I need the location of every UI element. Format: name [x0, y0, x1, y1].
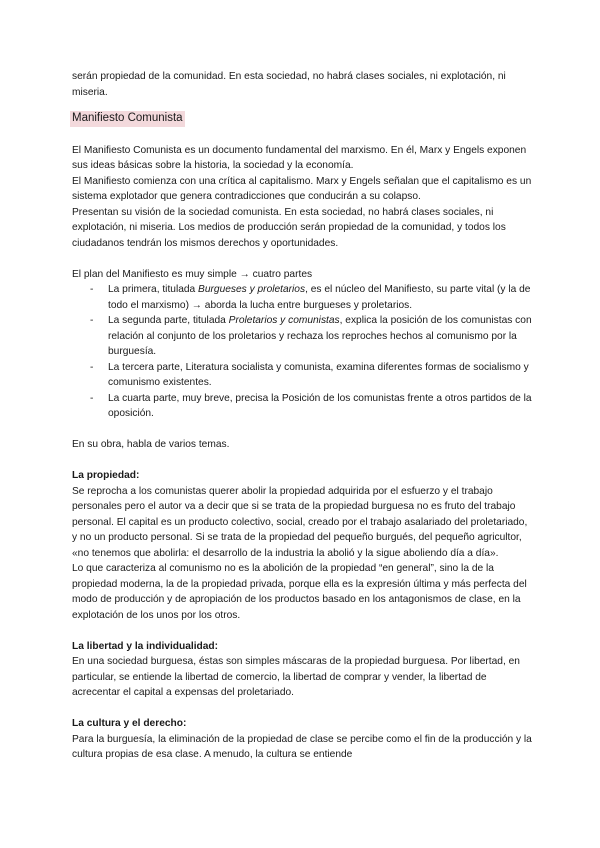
plan-intro: El plan del Manifiesto es muy simple → cuatro partes	[72, 268, 313, 280]
body-paragraph: Presentan su visión de la sociedad comunista. En esta sociedad, no habrá clases sociales, ni explotación, ni miseria. Los medios de producción serán propiedad de la comunidad, y todos los ciudadanos tendrán los mismos derechos y oportunidades.	[72, 206, 506, 249]
list-item: - La tercera parte, Literatura socialista y comunista, examina diferentes formas de socialismo y comunismo existentes.	[72, 360, 532, 391]
topic-paragraph: Lo que caracteriza al comunismo no es la abolición de la propiedad “en general”, sino la de la propiedad moderna, la de la propiedad privada, porque ella es la expresión última y más perfecta del modo de producción y de apropiación de los productos basado en los antagonismos de clase, en la explotación de los unos por los otros.	[72, 563, 527, 621]
themes-intro: En su obra, habla de varios temas.	[72, 439, 230, 450]
topic-heading: La propiedad:	[72, 470, 140, 481]
topic-paragraph: Para la burguesía, la eliminación de la propiedad de clase se percibe como el fin de la producción y la cultura propias de esa clase. A menudo, la cultura se entiende	[72, 733, 532, 760]
body-paragraph: El Manifiesto Comunista es un documento fundamental del marxismo. En él, Marx y Engels exponen sus ideas básicas sobre la historia, la sociedad y la economía.	[72, 144, 527, 171]
topic-paragraph: En una sociedad burguesa, éstas son simples máscaras de la propiedad burguesa. Por libertad, en particular, se entiende la libertad de comercio, la libertad de comprar y vender, la libertad de acrecentar el capital a expensas del proletariado.	[72, 656, 520, 698]
document-content	[72, 69, 532, 763]
section-title: Manifiesto Comunista	[70, 111, 185, 127]
intro-paragraph: serán propiedad de la comunidad. En esta sociedad, no habrá clases sociales, ni explotación, ni miseria.	[72, 71, 506, 98]
topic-heading: La cultura y el derecho:	[72, 718, 187, 729]
list-item: - La primera, titulada Burgueses y proletarios, es el núcleo del Manifiesto, su parte vital (y la de todo el marxismo) → aborda la lucha entre burgueses y proletarios.	[72, 282, 532, 313]
topic-paragraph: Se reprocha a los comunistas querer abolir la propiedad adquirida por el esfuerzo y el trabajo personales pero el autor va a decir que si se trata de la propiedad burguesa no es fruto del trabajo personal. El capital es un producto colectivo, social, creado por el trabajo asalariado del proletariado, y no un producto personal. Si se trata de la propiedad del pequeño burgués, del pequeño agricultor, «no tenemos que abolirla: el desarrollo de la industria la abolió y la sigue aboliendo día a día».	[72, 485, 528, 559]
parts-list	[72, 282, 532, 422]
body-paragraph: El Manifiesto comienza con una crítica al capitalismo. Marx y Engels señalan que el capitalismo es un sistema explotador que genera contradicciones que conducirán a su colapso.	[72, 175, 532, 202]
topic-heading: La libertad y la individualidad:	[72, 640, 219, 652]
list-item: - La cuarta parte, muy breve, precisa la Posición de los comunistas frente a otros partidos de la oposición.	[72, 391, 532, 422]
list-item: - La segunda parte, titulada Proletarios y comunistas, explica la posición de los comunistas con relación al conjunto de los proletarios y rechaza los reproches hechos al comunismo por la burguesía.	[72, 313, 532, 360]
